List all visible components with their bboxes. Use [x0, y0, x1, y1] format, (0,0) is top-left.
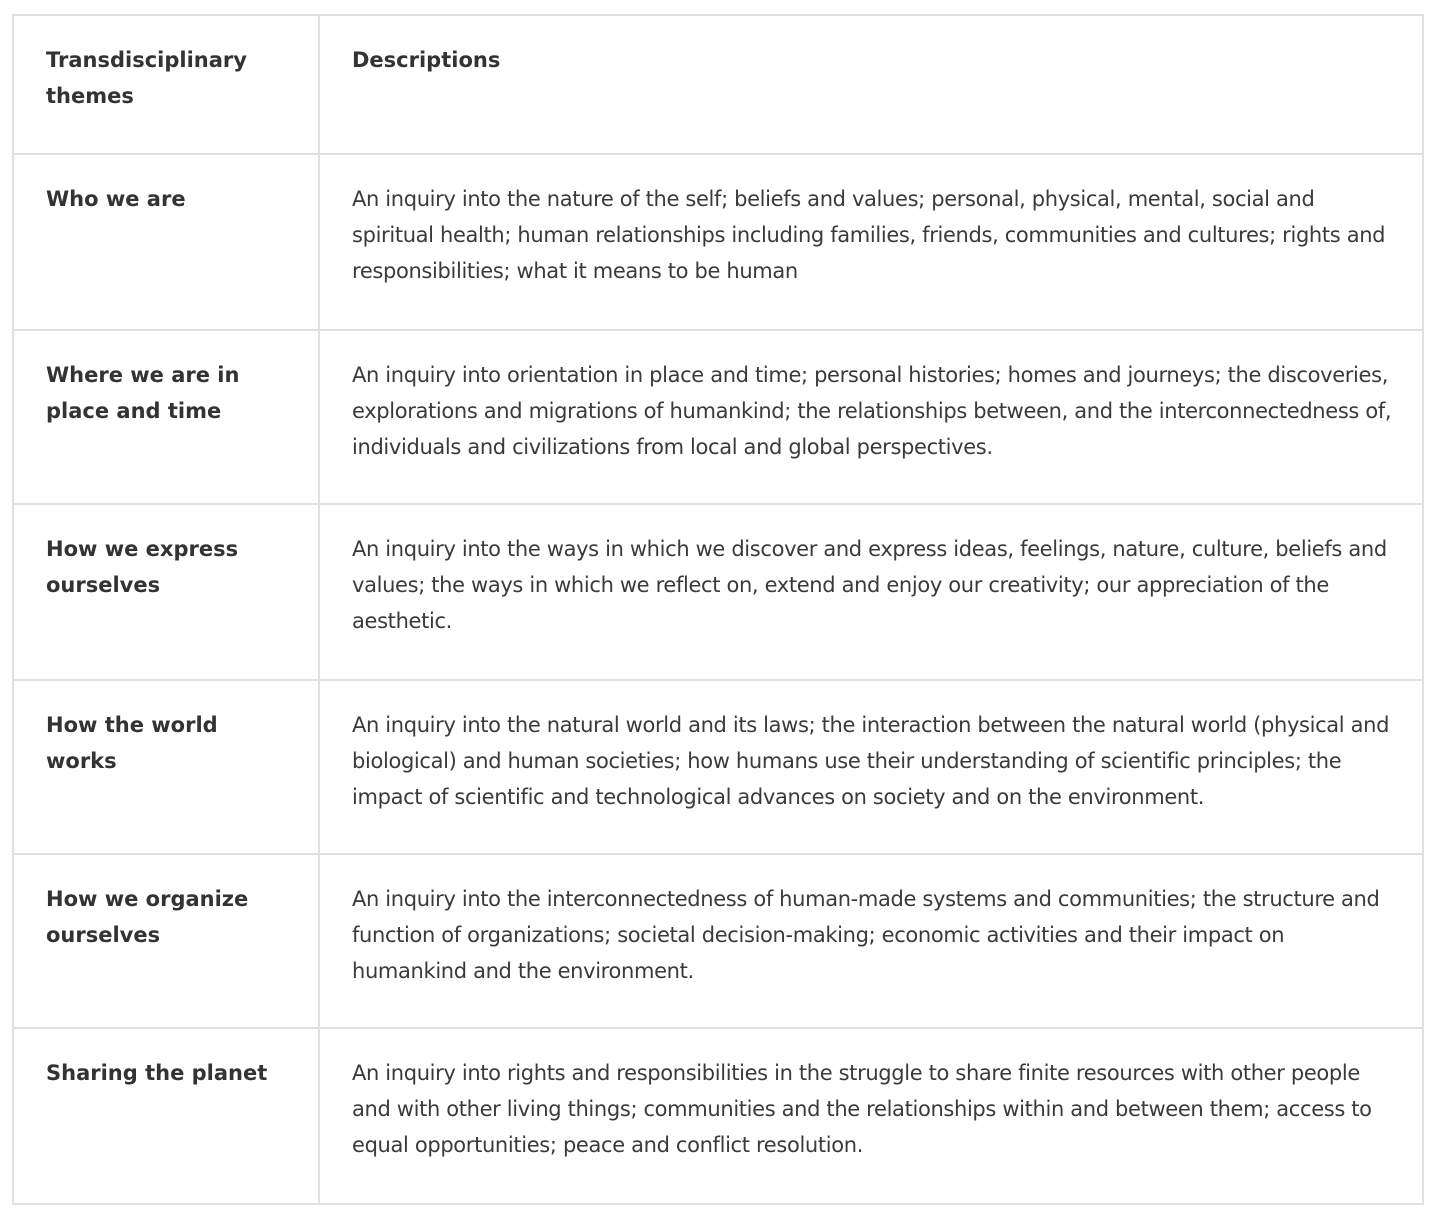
- theme-cell: Sharing the planet: [13, 1028, 319, 1204]
- theme-cell: How we organize ourselves: [13, 854, 319, 1028]
- transdisciplinary-themes-table: [12, 14, 1424, 1205]
- theme-cell: How we express ourselves: [13, 504, 319, 680]
- table-row: [13, 680, 1423, 854]
- description-cell: An inquiry into the interconnectedness of human-made systems and communities; the structure and function of organizations; societal decision-making; economic activities and their impact on humankind and the environment.: [319, 854, 1423, 1028]
- table-row: [13, 504, 1423, 680]
- description-cell: An inquiry into rights and responsibilities in the struggle to share finite resources with other people and with other living things; communities and the relationships within and between them; access to equal opportunities; peace and conflict resolution.: [319, 1028, 1423, 1204]
- table-row: [13, 1028, 1423, 1204]
- table-header-row: [13, 15, 1423, 154]
- theme-cell: How the world works: [13, 680, 319, 854]
- table-row: [13, 154, 1423, 330]
- theme-cell: Who we are: [13, 154, 319, 330]
- table-row: [13, 330, 1423, 504]
- header-description: Descriptions: [319, 15, 1423, 154]
- description-cell: An inquiry into the ways in which we discover and express ideas, feelings, nature, culture, beliefs and values; the ways in which we reflect on, extend and enjoy our creativity; our appreciation of the aesthetic.: [319, 504, 1423, 680]
- themes-table-container: [12, 14, 1422, 1205]
- theme-cell: Where we are in place and time: [13, 330, 319, 504]
- table-row: [13, 854, 1423, 1028]
- description-cell: An inquiry into orientation in place and time; personal histories; homes and journeys; the discoveries, explorations and migrations of humankind; the relationships between, and the interconnectedness of, individuals and civilizations from local and global perspectives.: [319, 330, 1423, 504]
- description-cell: An inquiry into the natural world and its laws; the interaction between the natural world (physical and biological) and human societies; how humans use their understanding of scientific principles; the impact of scientific and technological advances on society and on the environment.: [319, 680, 1423, 854]
- description-cell: An inquiry into the nature of the self; beliefs and values; personal, physical, mental, social and spiritual health; human relationships including families, friends, communities and cultures; rights and responsibilities; what it means to be human: [319, 154, 1423, 330]
- header-theme: Transdisciplinary themes: [13, 15, 319, 154]
